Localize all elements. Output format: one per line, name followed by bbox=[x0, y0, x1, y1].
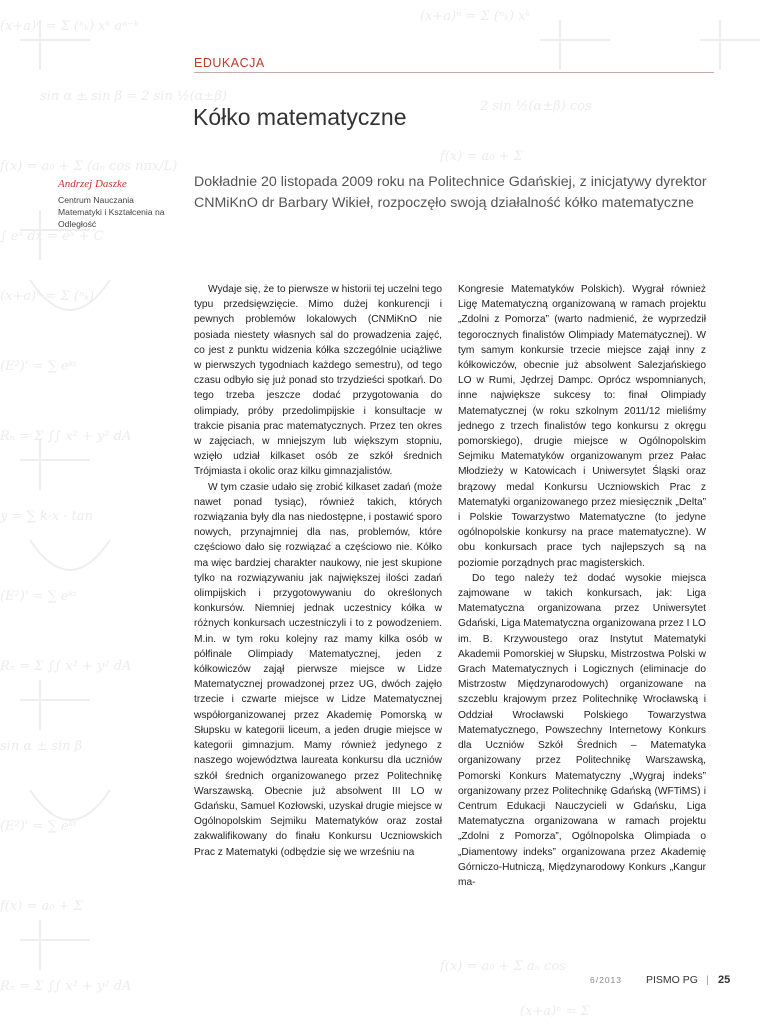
article-title: Kółko matematyczne bbox=[193, 104, 407, 130]
article-lead: Dokładnie 20 listopada 2009 roku na Politechnice Gdańskiej, z inicjatywy dyrektor CNMiKnO dr Barbary Wikieł, rozpoczęło swoją działalność kółko matematyczne bbox=[194, 174, 707, 211]
svg-text:(E²)' = ∑ eᵏᵗ: (E²)' = ∑ eᵏᵗ bbox=[0, 819, 77, 834]
paragraph: Do tego należy też dodać wysokie miejsca zajmowane w takich konkursach, jak: Liga Matematyczna organizowana przez Uniwersytet Gdański, Liga Matematyczna organizowana przez I LO im. B. Krzywoustego oraz Instytut Matematyki Akademii Pomorskiej w Słupsku, Mistrzostwa Polski w Grach Matematycznych i Logicznych (eliminacje do Mistrzostw Międzynarodowych) organizowane na szczeblu krajowym przez Politechnikę Wrocławską i Oddział Wrocławski Polskiego Towarzystwa Matematycznego, Powszechny Internetowy Konkurs dla Uczniów Szkół Średnich – Matematyka organizowany przez Politechnikę Warszawską, Pomorski Konkurs Matematyczny „Wygraj indeks” organizowany przez Politechnikę Gdańską (WFTiMS) i Centrum Edukacji Nauczycieli w Gdańsku, Liga Matematyczna organizowana w ramach projektu „Zdolni z Pomorza”, Ogólnopolska Olimpiada o „Diamentowy indeks” organizowana przez Akademię Górniczo-Hutniczą, Międzynarodowy Konkurs „Kangur ma- bbox=[458, 572, 706, 888]
page-number: 25 bbox=[718, 974, 731, 986]
section-divider bbox=[194, 72, 714, 73]
svg-text:(x+a)ⁿ = Σ (ⁿₖ) xᵏ aⁿ⁻ᵏ: (x+a)ⁿ = Σ (ⁿₖ) xᵏ aⁿ⁻ᵏ bbox=[0, 19, 139, 34]
svg-text:(x+a)ⁿ = Σ: (x+a)ⁿ = Σ bbox=[520, 1004, 590, 1019]
svg-text:f(x) = a₀ + Σ aₙ cos: f(x) = a₀ + Σ aₙ cos bbox=[440, 959, 566, 974]
svg-text:sin α ± sin β = 2 sin ½(α±β): sin α ± sin β = 2 sin ½(α±β) bbox=[40, 89, 227, 104]
svg-text:(x+a)ⁿ = Σ (ⁿₖ) xᵏ: (x+a)ⁿ = Σ (ⁿₖ) xᵏ bbox=[420, 9, 531, 24]
svg-text:2 sin ½(α±β) cos: 2 sin ½(α±β) cos bbox=[480, 99, 592, 114]
section-label: EDUKACJA bbox=[194, 56, 265, 70]
paragraph: Wydaje się, że to pierwsze w historii tej uczelni tego typu przedsięwzięcie. Mimo dużej konkurencji i pewnych problemów lokalowych (CNMiKnO nie posiada niestety własnych sal do prowadzenia zajęć, co jest z punktu widzenia kółka szczególnie uciążliwe w pierwszych tygodniach każdego semestru), od tego czasu odbyło się już ponad sto trzydzieści spotkań. Do tego trzeba jeszcze dodać przygotowania do olimpiady, próby przedolimpijskie i konsultacje w trakcie pisania prac matematycznych. Przez ten okres w zajęciach, w mniejszym lub większym stopniu, wzięło udział kilkaset osób ze szkół średnich Trójmiasta i okolic oraz kilku gimnazjalistów. bbox=[194, 284, 442, 478]
author-institution: Centrum Nauczania Matematyki i Kształcenia na Odległość bbox=[58, 195, 165, 229]
body-column-left bbox=[194, 282, 442, 860]
svg-text:∫ eˣ dx = eˣ + C: ∫ eˣ dx = eˣ + C bbox=[0, 229, 104, 244]
paragraph: Kongresie Matematyków Polskich). Wygrał również Ligę Matematyczną organizowaną w ramach projektu „Zdolni z Pomorza” (warto nadmienić, że wyprzedził tegorocznych finalistów Olimpiady Matematycznej). W tym samym konkursie trzecie miejsce zajął inny z kółkowiczów, obecnie już absolwent Salezjańskiego LO w Rumi, Jędrzej Dampc. Oprócz wspomnianych, inne największe sukcesy to: finał Olimpiady Matematycznej (w roku szkolnym 2011/12 mieliśmy jednego z trzech finalistów tego konkursu z okręgu pomorskiego), drugie miejsce w Ogólnopolskim Sejmiku Matematyków organizowanym przez Pałac Młodzieży w Katowicach i Uniwersytet Śląski oraz brązowy medal Konkursu Uczniowskich Prac z Matematyki organizowanego przez miesięcznik „Delta” i Polskie Towarzystwo Matematyczne (to jedyne ogólnopolskie konkursy na prace matematyczne). W obu konkursach prace tych najlepszych są na poziomie porządnych prac magisterskich. bbox=[458, 284, 706, 569]
page-footer bbox=[0, 974, 768, 988]
svg-text:f(x) = a₀ + Σ (aₙ cos nπx/L): f(x) = a₀ + Σ (aₙ cos nπx/L) bbox=[0, 159, 178, 174]
author-name: Andrzej Daszke bbox=[58, 178, 127, 190]
paragraph: W tym czasie udało się zrobić kilkaset zadań (może nawet ponad tysiąc), również takich, których rozwiązania były dla nas niedostępne, i postawić sporo nowych, przynajmniej dla nas, problemów, które częściowo dało się rozwiązać a częściowo nie. Kółko ma więc bardziej charakter naukowy, nie jest skupione tylko na rozwiązywaniu jak największej ilości zadań olimpijskich i przygotowywaniu do określonych konkursów. Niemniej jednak uczestnicy kółka w różnych konkursach uczestniczyli i to z powodzeniem. M.in. w tym roku kolejny raz mamy kilka osób w półfinale Olimpiady Matematycznej, jeden z kółkowiczów zajął pierwsze miejsce w Lidze Matematycznej prowadzonej przez UG, dwóch zajęło trzecie i czwarte miejsce w Lidze Matematycznej współorganizowanej przez Akademię Pomorską w Słupsku w kategorii liceum, a jeden drugie miejsce w kategorii gimnazjum. Mamy również jedynego z naszego województwa laureata konkursu dla uczniów szkół średnich organizowanego przez Politechnikę Warszawską. Obecnie już absolwent III LO w Gdańsku, Samuel Kozłowski, uzyskał drugie miejsce w Ogólnopolskim Sejmiku Matematyków oraz został zakwalifikowany do finału Konkursu Uczniowskich Prac z Matematyki (odbędzie się we wrześniu na bbox=[194, 481, 442, 858]
svg-text:f(x) = a₀ + Σ: f(x) = a₀ + Σ bbox=[0, 899, 83, 914]
footer-separator: | bbox=[706, 974, 709, 986]
body-column-right bbox=[458, 282, 706, 890]
author-block bbox=[58, 178, 176, 230]
svg-text:(E²)' = ∑ eᵏᵗ: (E²)' = ∑ eᵏᵗ bbox=[0, 359, 77, 374]
svg-text:Rₙ = Σ ∫∫ x² + y² dA: Rₙ = Σ ∫∫ x² + y² dA bbox=[0, 659, 132, 674]
svg-text:y = ∑ k·x · tan: y = ∑ k·x · tan bbox=[0, 509, 93, 524]
issue-number: 6/2013 bbox=[590, 975, 622, 985]
svg-text:sin α ± sin β: sin α ± sin β bbox=[0, 739, 83, 754]
svg-text:Rₙ = Σ ∫∫ x² + y² dA: Rₙ = Σ ∫∫ x² + y² dA bbox=[0, 429, 132, 444]
svg-text:(E²)' = ∑ eᵏᵗ: (E²)' = ∑ eᵏᵗ bbox=[0, 589, 77, 604]
svg-text:(x+a)ⁿ = Σ (ⁿₖ): (x+a)ⁿ = Σ (ⁿₖ) bbox=[0, 289, 95, 304]
svg-text:Rₙ = Σ ∫∫ x² + y² dA: Rₙ = Σ ∫∫ x² + y² dA bbox=[0, 979, 132, 994]
svg-text:f(x) = a₀ + Σ: f(x) = a₀ + Σ bbox=[440, 149, 523, 164]
magazine-name: PISMO PG bbox=[646, 974, 698, 986]
